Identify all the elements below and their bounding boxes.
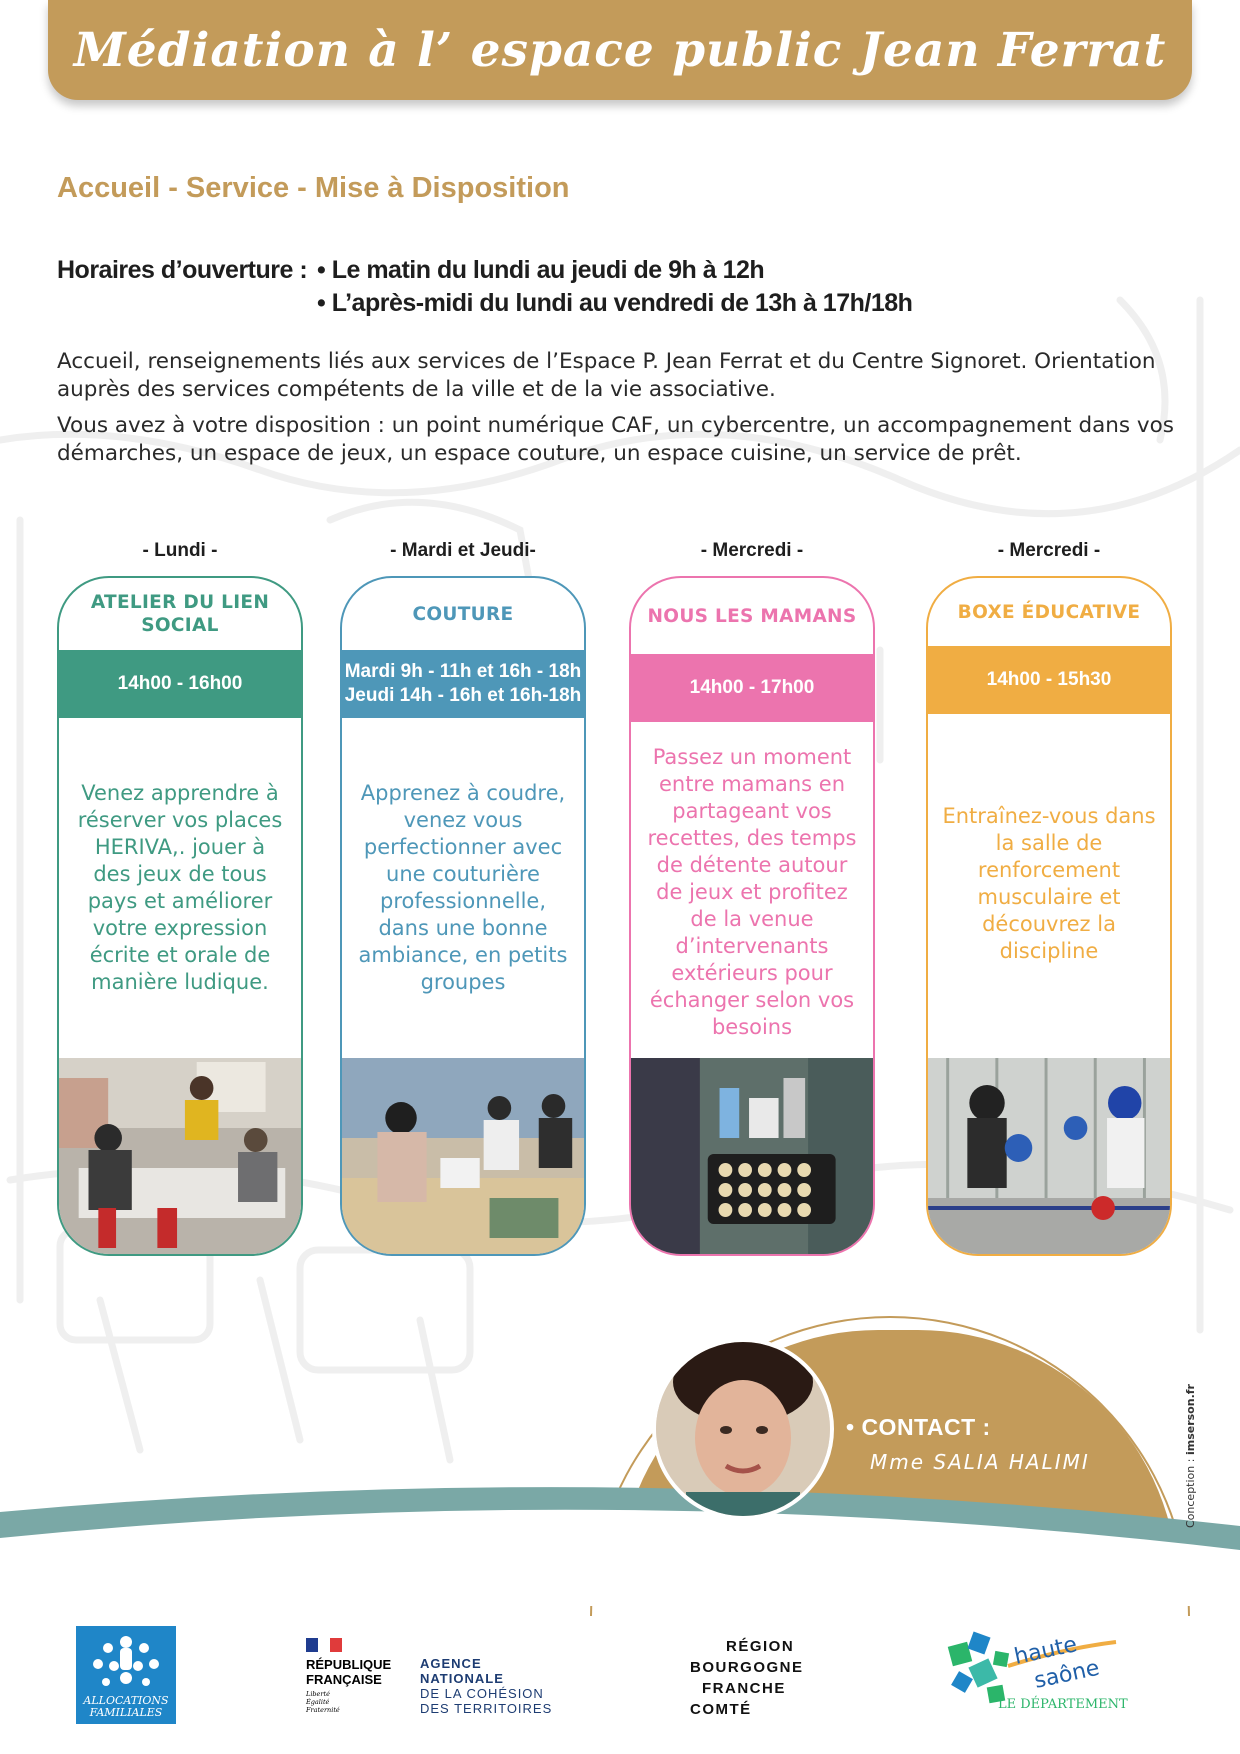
credit-prefix: Conception : [1184, 1458, 1197, 1528]
anct-line-3: DE LA COHÉSION [420, 1686, 544, 1701]
rf-motto-1: Liberté [306, 1690, 330, 1698]
hours-label: Horaires d’ouverture : [57, 256, 308, 284]
haute-saone-word-2: saône [1032, 1655, 1102, 1694]
region-line-2: BOURGOGNE [690, 1659, 804, 1676]
activity-photo-cooking [631, 1058, 873, 1254]
design-credit [1184, 1384, 1197, 1528]
activity-description: Venez apprendre à réserver vos places HERIVA,. jouer à des jeux de tous pays et améliorer votre expression écrite et orale de manière ludique. [77, 781, 283, 994]
anct-line-4: DES TERRITOIRES [420, 1701, 553, 1716]
activity-card-couture [340, 576, 586, 1256]
haute-saone-word-1: haute [1012, 1632, 1080, 1670]
republique-francaise-logo [306, 1638, 416, 1714]
activity-title: COUTURE [412, 603, 514, 625]
day-label-4: - Mercredi - [997, 540, 1101, 561]
region-line-3: FRANCHE [702, 1680, 786, 1697]
region-bfc-logo [690, 1636, 804, 1720]
activity-time: 14h00 - 15h30 [928, 646, 1170, 714]
activity-description: Entraînez-vous dans la salle de renforcement musculaire et découvrez la discipline [942, 804, 1156, 963]
activity-photo-workshop [59, 1058, 301, 1254]
hours-morning: • Le matin du lundi au jeudi de 9h à 12h [317, 256, 765, 284]
bottom-wave [0, 1466, 1240, 1606]
day-label-1: - Lundi - [142, 540, 218, 561]
credit-brand: imserson.fr [1184, 1384, 1197, 1456]
activity-photo-sewing [342, 1058, 584, 1254]
anct-line-1: AGENCE [420, 1656, 482, 1671]
hours-afternoon: • L’après-midi du lundi au vendredi de 13h à 17h/18h [317, 289, 913, 317]
contact-avatar [652, 1338, 834, 1520]
activity-description: Apprenez à coudre, venez vous perfectionner avec une couturière professionnelle, dans une bonne ambiance, en petits groupes [358, 781, 568, 994]
activity-title: ATELIER DU LIEN SOCIAL [90, 592, 270, 636]
activity-time: Mardi 9h - 11h et 16h - 18h Jeudi 14h - 16h et 16h-18h [342, 650, 584, 718]
rf-line-2: FRANÇAISE [306, 1672, 382, 1687]
haute-saone-logo [936, 1628, 1136, 1712]
haute-saone-departement: LE DÉPARTEMENT [998, 1697, 1128, 1712]
contact-name: Mme SALIA HALIMI [870, 1450, 1090, 1474]
region-line-1: RÉGION [726, 1638, 795, 1655]
activity-card-lien-social [57, 576, 303, 1256]
activity-photo-boxing [928, 1058, 1170, 1254]
activity-time: 14h00 - 17h00 [631, 654, 873, 722]
intro-paragraph-2: Vous avez à votre disposition : un point numérique CAF, un cybercentre, un accompagnement dans vos démarches, un espace de jeux, un espace couture, un espace cuisine, un service de prêt. [57, 413, 1175, 466]
section-subtitle: Accueil - Service - Mise à Disposition [57, 172, 570, 204]
activity-card-mamans [629, 576, 875, 1256]
region-line-4: COMTÉ [690, 1701, 752, 1718]
rf-line-1: RÉPUBLIQUE [306, 1657, 392, 1672]
title-banner [48, 0, 1192, 100]
rf-motto-3: Fraternité [306, 1706, 340, 1714]
anct-line-2: NATIONALE [420, 1671, 504, 1686]
anct-logo [420, 1656, 552, 1716]
activity-title: BOXE ÉDUCATIVE [957, 601, 1141, 623]
rf-motto-2: Égalité [306, 1698, 330, 1706]
activity-description: Passez un moment entre mamans en partageant vos recettes, des temps de détente autour de jeux et profitez de la venue d’intervenants extérieurs pour échanger selon vos besoins [647, 744, 857, 1039]
activity-time: 14h00 - 16h00 [59, 650, 301, 718]
contact-label: • CONTACT : [846, 1414, 991, 1440]
activity-title: NOUS LES MAMANS [647, 605, 857, 627]
french-flag-icon [306, 1638, 342, 1652]
opening-hours [57, 254, 912, 320]
intro-paragraph-1: Accueil, renseignements liés aux services de l’Espace P. Jean Ferrat et du Centre Signoret. Orientation auprès des services compétents de la ville et de la vie associative. [57, 349, 1156, 402]
day-label-3: - Mercredi - [700, 540, 804, 561]
page-title: Médiation à l’ espace public Jean Ferrat [73, 22, 1167, 78]
activity-card-boxe [926, 576, 1172, 1256]
caf-logo [76, 1626, 176, 1724]
day-label-2: - Mardi et Jeudi- [390, 540, 536, 561]
caf-name: ALLOCATIONS FAMILIALES [83, 1694, 169, 1719]
